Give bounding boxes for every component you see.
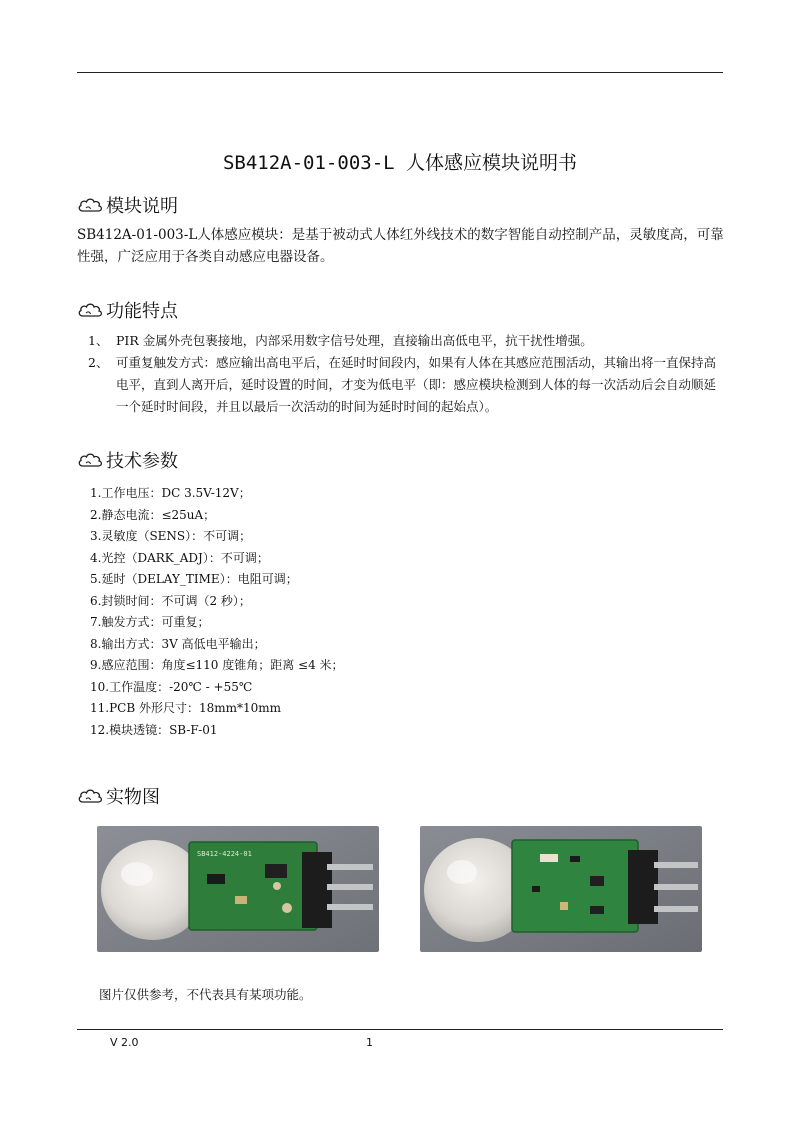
spec-item: 7.触发方式：可重复；: [90, 615, 210, 629]
product-photo-bottom: [420, 826, 702, 952]
spec-item: 10.工作温度：-20℃ - +55℃: [90, 679, 253, 694]
feature-item-1: [88, 330, 728, 352]
spec-item: 12.模块透镜：SB-F-01: [90, 722, 218, 737]
spec-item: 5.延时（DELAY_TIME）：电阻可调；: [90, 572, 298, 586]
feature-number: 1、: [88, 333, 109, 348]
section-title: 模块说明: [106, 196, 178, 217]
feature-number: 2、: [88, 355, 109, 370]
product-photo-top: [97, 826, 379, 952]
spec-list: [90, 483, 344, 741]
module-description-text: SB412A-01-003-L人体感应模块：是基于被动式人体红外线技术的数字智能自动控制产品，灵敏度高，可靠性强，广泛应用于各类自动感应电器设备。: [77, 227, 724, 265]
spec-item: 11.PCB 外形尺寸：18mm*10mm: [90, 701, 282, 715]
section-title: 技术参数: [106, 451, 178, 472]
cloud-icon: [77, 300, 105, 320]
feature-text: 可重复触发方式：感应输出高电平后，在延时时间段内，如果有人体在其感应范围活动，其输出将一直保持高电平，直到人离开后，延时设置的时间，才变为低电平（即：感应模块检测到人体的每一次活动后会自动顺延一个延时时间段，并且以最后一次活动的时间为延时时间的起始点）。: [116, 355, 717, 414]
cloud-icon: [77, 195, 105, 215]
cloud-icon: [77, 786, 105, 806]
document-title: SB412A-01-003-L 人体感应模块说明书: [222, 152, 578, 174]
top-rule: [77, 72, 723, 73]
spec-item: 1.工作电压：DC 3.5V-12V；: [90, 486, 251, 500]
section-title: 实物图: [106, 787, 160, 808]
spec-item: 6.封锁时间：不可调（2 秒）；: [90, 593, 251, 608]
spec-item: 2.静态电流：≤25uA；: [90, 507, 216, 522]
feature-item-2: [88, 352, 728, 418]
section-heading-photos: [77, 783, 160, 809]
photo-caption: 图片仅供参考，不代表具有某项功能。: [99, 987, 312, 1002]
section-heading-module: [77, 192, 178, 218]
spec-item: 4.光控（DARK_ADJ）：不可调；: [90, 550, 269, 565]
bottom-rule: [77, 1029, 723, 1030]
footer-version: V 2.0: [110, 1036, 139, 1049]
section-heading-specs: [77, 447, 178, 473]
spec-item: 3.灵敏度（SENS）：不可调；: [90, 529, 252, 543]
pcb-label: SB412-4224-01: [197, 850, 252, 858]
module-description: [77, 224, 725, 268]
spec-item: 9.感应范围：角度≤110 度锥角；距离 ≤4 米；: [90, 658, 344, 672]
spec-item: 8.输出方式：3V 高低电平输出；: [90, 636, 266, 651]
section-title: 功能特点: [106, 301, 178, 322]
feature-text: PIR 金属外壳包裹接地，内部采用数字信号处理，直接输出高低电平，抗干扰性增强。: [116, 333, 593, 348]
cloud-icon: [77, 450, 105, 470]
section-heading-features: [77, 297, 178, 323]
footer-page-number: 1: [366, 1036, 373, 1049]
